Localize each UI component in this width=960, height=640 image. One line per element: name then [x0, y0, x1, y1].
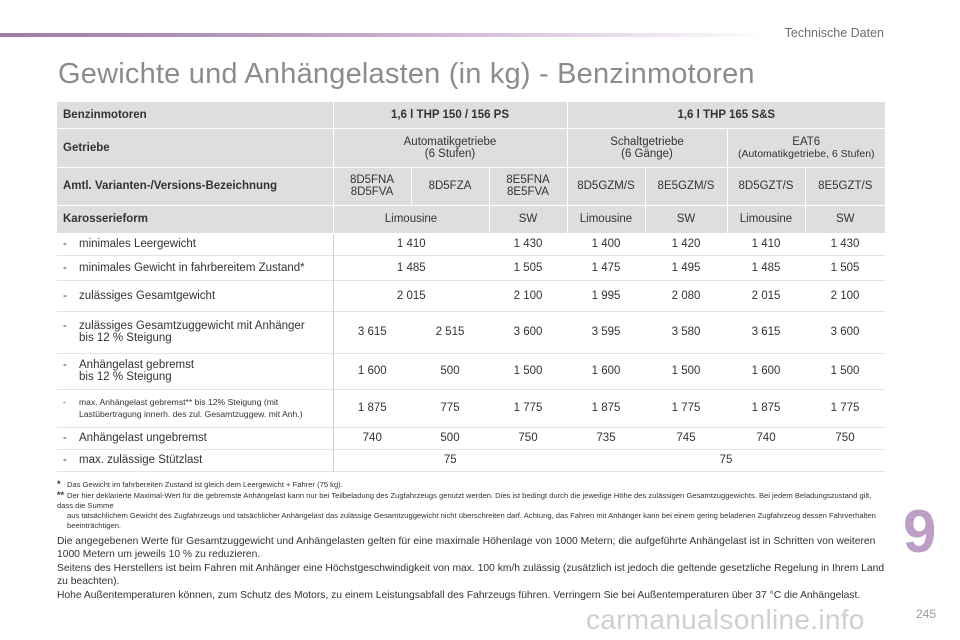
table-cell: 2 515 [411, 311, 489, 353]
weights-table [57, 102, 885, 472]
table-cell: 740 [333, 427, 411, 449]
table-cell: 75 [333, 449, 567, 471]
variant-cell: 8E5GZM/S [645, 167, 727, 205]
table-cell: 3 615 [727, 311, 805, 353]
row-label: - max. Anhängelast gebremst** bis 12% Steigung (mit Lastübertragung innerh. des zul. Gesamtzuggew. mit Anh.) [57, 389, 333, 427]
paragraph: Hohe Außentemperaturen können, zum Schutz des Motors, zu einem Leistungsabfall des Fahrzeugs führen. Verringern Sie bei Außentemperaturen über 37 °C die Anhängelast. [57, 589, 861, 601]
table-cell: 75 [567, 449, 885, 471]
table-cell: 745 [645, 427, 727, 449]
page-title: Gewichte und Anhängelasten (in kg) - Benzinmotoren [58, 58, 755, 90]
gearbox-1-line2: (6 Stufen) [424, 147, 476, 160]
body-cell: SW [645, 205, 727, 233]
table-cell: 1 430 [805, 233, 885, 255]
gearbox-3-line2: (Automatikgetriebe, 6 Stufen) [737, 147, 875, 160]
table-cell: 735 [567, 427, 645, 449]
variant-cell: 8D5GZT/S [727, 167, 805, 205]
table-cell: 1 475 [567, 255, 645, 280]
table-row [57, 280, 885, 311]
table-cell: 2 100 [805, 280, 885, 311]
table-cell: 1 430 [489, 233, 567, 255]
table-cell: 1 410 [727, 233, 805, 255]
variant-cell: 8D5FZA [411, 167, 489, 205]
variant-row [57, 167, 885, 205]
table-row [57, 427, 885, 449]
row-label: - minimales Gewicht in fahrbereitem Zustand* [57, 255, 333, 280]
row-label: - zulässiges Gesamtgewicht [57, 280, 333, 311]
table-cell: 1 505 [489, 255, 567, 280]
table-cell: 3 595 [567, 311, 645, 353]
table-cell: 1 420 [645, 233, 727, 255]
gearbox-2-line2: (6 Gänge) [621, 147, 673, 160]
table-cell: 1 485 [727, 255, 805, 280]
table-cell: 1 775 [645, 389, 727, 427]
body-cell: Limousine [727, 205, 805, 233]
table-row [57, 353, 885, 389]
table-cell: 1 500 [805, 353, 885, 389]
table-cell: 1 600 [567, 353, 645, 389]
table-cell: 1 410 [333, 233, 489, 255]
table-cell: 2 100 [489, 280, 567, 311]
page-number: 245 [916, 607, 937, 621]
table-cell: 1 400 [567, 233, 645, 255]
table-cell: 775 [411, 389, 489, 427]
table-cell: 750 [489, 427, 567, 449]
row-label: - Anhängelast gebremst bis 12 % Steigung [57, 353, 333, 389]
variant-cell: 8D5GZM/S [567, 167, 645, 205]
table-cell: 1 875 [727, 389, 805, 427]
gearbox-row [57, 128, 885, 167]
table-cell: 3 615 [333, 311, 411, 353]
footnote-1: * Das Gewicht im fahrbereiten Zustand ist gleich dem Leergewicht + Fahrer (75 kg). [57, 479, 343, 489]
paragraph: Seitens des Herstellers ist beim Fahren mit Anhänger eine Höchstgeschwindigkeit von max. 100 km/h zulässig (zusätzlich ist jedoch die geltende gesetzliche Regelung in Ihrem Land zu beachten). [57, 562, 885, 588]
table-cell: 500 [411, 427, 489, 449]
gearbox-1-line1: Automatikgetriebe [403, 135, 497, 148]
body-cell: SW [489, 205, 567, 233]
variant-label: Amtl. Varianten-/Versions-Bezeichnung [57, 167, 333, 205]
table-cell: 1 995 [567, 280, 645, 311]
paragraph: Die angegebenen Werte für Gesamtzuggewicht und Anhängelasten gelten für eine maximale Höhenlage von 1000 Metern; die aufgeführte Anhängelast ist in Schritten von weiteren 1000 Metern um jeweils 10 % zu reduzieren. [57, 536, 876, 561]
body-label: Karosserieform [57, 205, 333, 233]
variant-cell: 8E5FNA 8E5FVA [489, 167, 567, 205]
gearbox-manual [567, 128, 727, 167]
body-cell: Limousine [333, 205, 489, 233]
body-row [57, 205, 885, 233]
table-cell: 500 [411, 353, 489, 389]
table-cell: 1 500 [489, 353, 567, 389]
table-cell: 740 [727, 427, 805, 449]
table-cell: 1 500 [645, 353, 727, 389]
body-cell: Limousine [567, 205, 645, 233]
table-cell: 2 080 [645, 280, 727, 311]
table-row [57, 449, 885, 471]
row-label: - Anhängelast ungebremst [57, 427, 333, 449]
engine-1-header: 1,6 l THP 150 / 156 PS [333, 102, 567, 128]
body-cell: SW [805, 205, 885, 233]
row-label: - zulässiges Gesamtzuggewicht mit Anhänger bis 12 % Steigung [57, 311, 333, 353]
footnote-2: ** Der hier deklarierte Maximal-Wert für die gebremste Anhängelast kann nur bei Teilbeladung des Zugfahrzeugs genutzt werden. Dies ist bedingt durch die jeweilige Höhe des zulässigen Gesamtzuggewichts. Bei jedem Beladungszustand gilt, dass die Summe aus tatsächlichem Gewicht des Zugfahrzeugs und tatsächlicher Anhängelast das zulässige Gesamtzuggewicht nicht überschreiten darf. Achtung, das Fahren mit Anhänger kann bei einem gering beladenen Zugfahrzeug dessen Fahrverhalten beeinträchtigen. [57, 490, 876, 530]
section-color-bar [0, 33, 770, 37]
table-cell: 1 875 [567, 389, 645, 427]
row-label: - minimales Leergewicht [57, 233, 333, 255]
table-cell: 1 775 [489, 389, 567, 427]
table-cell: 1 600 [727, 353, 805, 389]
notes-paragraphs [57, 535, 892, 602]
table-row [57, 389, 885, 427]
table-cell: 3 600 [805, 311, 885, 353]
gearbox-eat6 [727, 128, 885, 167]
table-row [57, 255, 885, 280]
table-cell: 1 495 [645, 255, 727, 280]
table-cell: 750 [805, 427, 885, 449]
table-cell: 1 505 [805, 255, 885, 280]
table-row [57, 311, 885, 353]
gearbox-automatic [333, 128, 567, 167]
variant-cell: 8E5GZT/S [805, 167, 885, 205]
engine-row [57, 102, 885, 128]
chapter-number: 9 [903, 498, 937, 565]
row-label: - max. zulässige Stützlast [57, 449, 333, 471]
section-title: Technische Daten [784, 26, 884, 40]
table-cell: 2 015 [727, 280, 805, 311]
engine-2-header: 1,6 l THP 165 S&S [567, 102, 885, 128]
table-cell: 3 580 [645, 311, 727, 353]
watermark: carmanualsonline.info [586, 604, 865, 635]
table-cell: 2 015 [333, 280, 489, 311]
table-cell: 1 485 [333, 255, 489, 280]
table-cell: 1 775 [805, 389, 885, 427]
table-cell: 1 600 [333, 353, 411, 389]
gearbox-label: Getriebe [57, 128, 333, 167]
table-row [57, 233, 885, 255]
gearbox-3-line1: EAT6 [792, 135, 821, 148]
gearbox-2-line1: Schaltgetriebe [610, 135, 684, 148]
table-cell: 1 875 [333, 389, 411, 427]
table-cell: 3 600 [489, 311, 567, 353]
engine-label: Benzinmotoren [57, 102, 333, 128]
variant-cell: 8D5FNA 8D5FVA [333, 167, 411, 205]
